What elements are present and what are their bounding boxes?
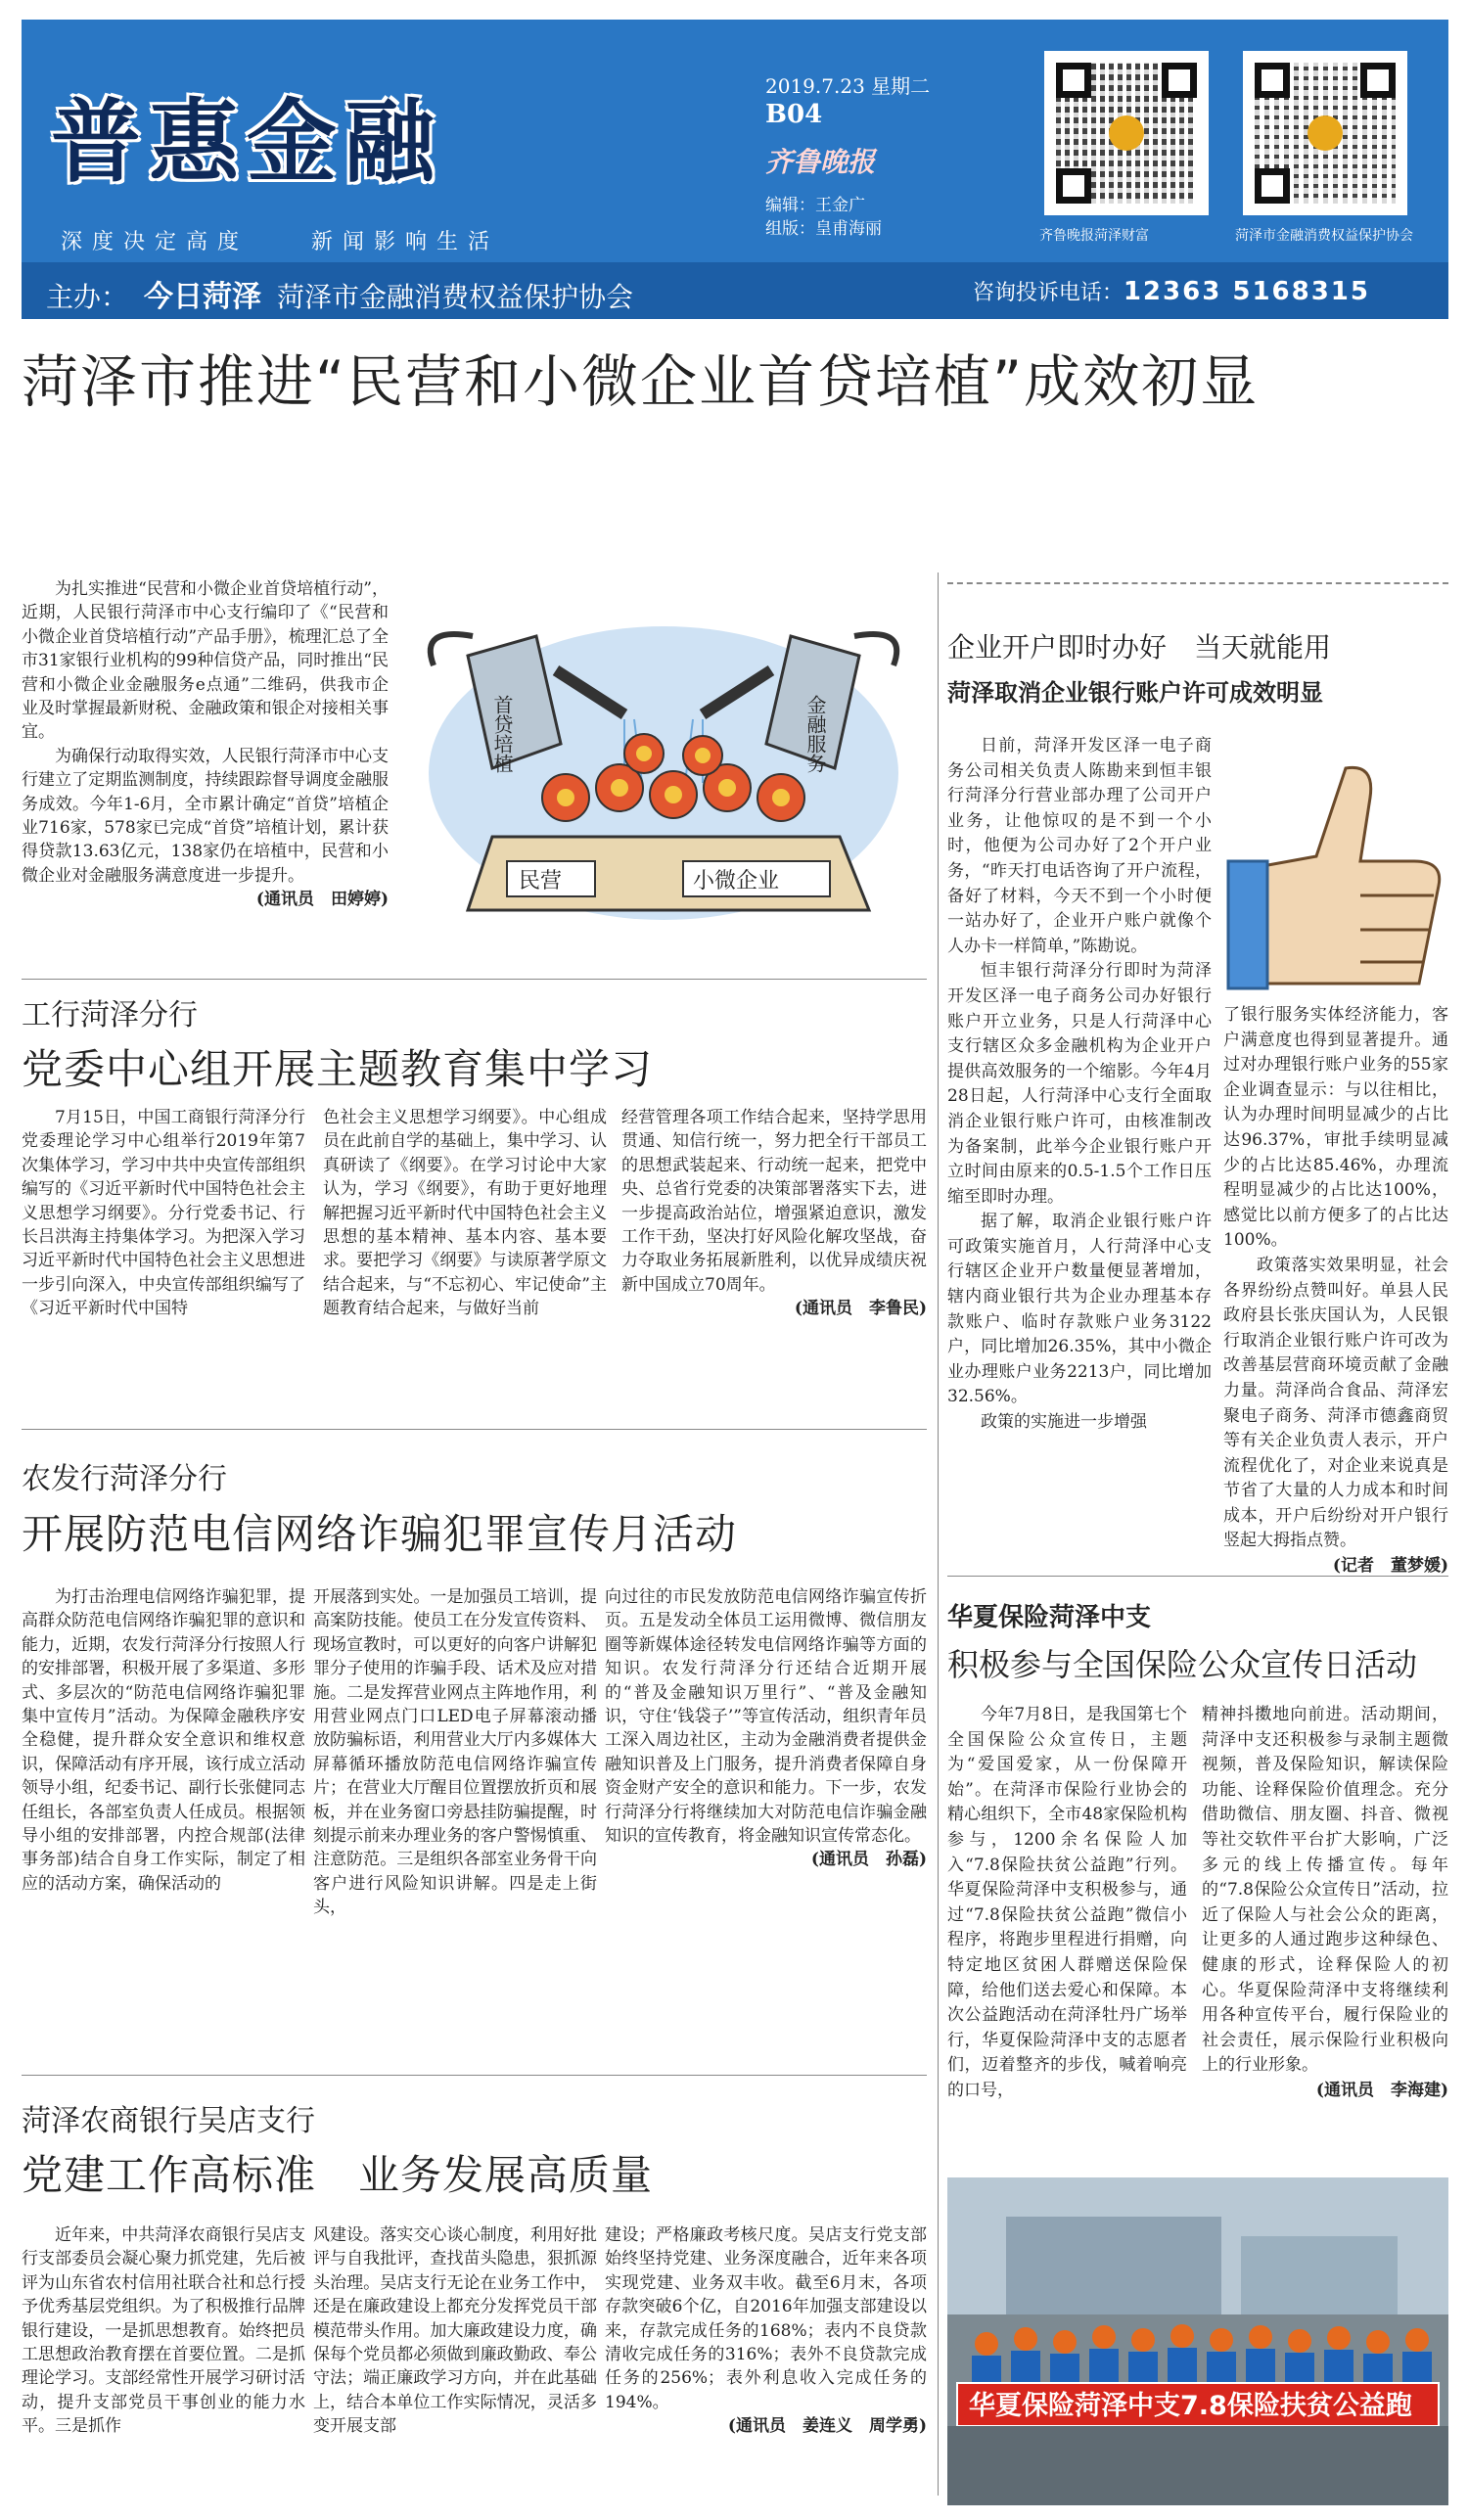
pot-label-private: 民营 — [519, 869, 563, 893]
rural-col-3: 建设；严格廉政考核尺度。吴店支行党支部始终坚持党建、业务深度融合，近年来各项实现党建、业务双丰收。截至6月末，各项存款突破6个亿，自2016年加强支部建设以来，存款完成任务的168%；表内不良贷款清收完成任务的316%；表外不良贷款完成任务的256%；表外利息收入完成任务的194%。 (通讯员 姜连义 周学勇) — [605, 2223, 927, 2507]
hotline-numbers: 12363 5168315 — [1123, 277, 1370, 306]
abc-col-3: 向过往的市民发放防范电信网络诈骗宣传折页。五是发动全体员工运用微博、微信朋友圈等新媒体途径转发电信网络诈骗等方面的知识。农发行菏泽分行还结合近期开展的“普及金融知识万里行”、“普及金融知识，守住‘钱袋子’”等宣传活动，组织青年员工深入周边社区，主动为金融消费者提供金融知识普及上门服务，提升消费者保障自身资金财产安全的意识和能力。下一步，农发行菏泽分行将继续加大对防范电信诈骗金融知识的宣传教育，将金融知识宣传常态化。 (通讯员 孙磊) — [605, 1585, 927, 2089]
qr-caption-1: 齐鲁晚报菏泽财富 — [1039, 228, 1149, 244]
lead-byline: (通讯员 田婷婷) — [255, 890, 389, 910]
rural-col-1: 近年来，中共菏泽农商银行吴店支行支部委员会凝心聚力抓党建，先后被评为山东省农村信用社联合社和总行授予优秀基层党组织。为了积极推行品牌银行建设，一是抓思想教育。始终把员工思想政治教育摆在首要位置。二是抓理论学习。支部经常性开展学习研讨活动，提升支部党员干事创业的能力水平。三是抓作 — [22, 2225, 305, 2437]
masthead-title: 普惠金融 — [51, 90, 443, 195]
rural-kicker: 菏泽农商银行吴店支行 — [22, 2104, 315, 2138]
qr-code-1 — [1044, 51, 1209, 215]
host-name: 今日菏泽 — [144, 280, 262, 314]
hotline-label: 咨询投诉电话： — [972, 281, 1124, 305]
can-label-right: 金融服务 — [803, 695, 827, 773]
host-prefix: 主办： — [46, 281, 129, 313]
icbc-byline: (通讯员 李鲁民) — [794, 1299, 927, 1319]
lead-headline: 菏泽市推进“民营和小微企业首贷培植”成效初显 — [22, 348, 1260, 415]
qr-logo-icon — [1307, 115, 1343, 151]
icbc-col-1: 7月15日，中国工商银行菏泽分行党委理论学习中心组举行2019年第7次集体学习，学习中共中央宣传部组织编写的《习近平新时代中国特色社会主义思想学习纲要》。分行党委书记、行长吕洪海主持集体学习。为把深入学习习近平新时代中国特色社会主义思想进一步引向深入，中央宣传部组织编写了《习近平新时代中国特 — [22, 1108, 305, 1319]
charity-run-photo — [947, 2177, 1448, 2505]
account-subhead: 企业开户即时办好 当天就能用 — [947, 631, 1332, 664]
account-col-right: 了银行服务实体经济能力，客户满意度也得到显著提升。通过对办理银行账户业务的55家企业调查显示：与以往相比，认为办理时间明显减少的占比达96.37%，审批手续明显减少的占比达85.46%，办理流程明显减少的占比达100%，感觉比以前方便多了的占比达100%。 政策落实效果明显，社会各界纷纷点赞叫好。单县人民政府县长张庆国认为，人民银行取消企业银行账户许可改为改善基层营商环境贡献了金融力量。菏泽尚合食品、菏泽宏聚电子商务、菏泽市德鑫商贸等有关企业负责人表示，开户流程优化了，对企业来说真是节省了大量的人力成本和时间成本，开户后纷纷对开户银行竖起大拇指点赞。 (记者 董梦媛) — [1223, 1003, 1448, 1566]
lead-body — [22, 577, 389, 964]
lead-paragraph: 为扎实推进“民营和小微企业首贷培植行动”，近期，人民银行菏泽市中心支行编印了《“民营和小微企业首贷培植行动”产品手册》，梳理汇总了全市31家银行业机构的99种信贷产品，同时推出“民营和小微企业金融服务e点通”二维码，供我市企业及时掌握最新财税、金融政策和银企对接相关事宜。 — [22, 579, 389, 743]
icbc-col-2: 色社会主义思想学习纲要》。中心组成员在此前自学的基础上，集中学习、认真研读了《纲要》。在学习讨论中大家认为，学习《纲要》，有助于更好地理解把握习近平新时代中国特色社会主义思想的基本精神、基本内容、基本要求。要把学习《纲要》与读原著学原文结合起来，与“不忘初心、牢记使命”主题教育结合起来，与做好当前 — [323, 1108, 607, 1319]
host-org: 菏泽市金融消费权益保护协会 — [277, 281, 634, 313]
insurance-kicker: 华夏保险菏泽中支 — [947, 1603, 1152, 1632]
rural-col-2: 风建设。落实交心谈心制度，利用好批评与自我批评，查找苗头隐患，狠抓源头治理。吴店支行无论在业务工作中，还是在廉政建设上都充分发挥党员干部模范带头作用。加大廉政建设力度，确保每个党员都必须做到廉政勤政、奉公守法；端正廉政学习方向，并在此基础上，结合本单位工作实际情况，灵活多变开展支部 — [313, 2225, 597, 2437]
insurance-col-1: 今年7月8日，是我国第七个全国保险公众宣传日，主题为“爱国爱家，从一份保障开始”。在菏泽市保险行业协会的精心组织下，全市48家保险机构参与，1200余名保险人加入“7.8保险扶贫公益跑”行列。华夏保险菏泽中支积极参与，通过“7.8保险扶贫公益跑”微信小程序，将跑步里程进行捐赠，向特定地区贫困人群赠送保险保障，给他们送去爱心和保障。本次公益跑活动在菏泽牡丹广场举行，华夏保险菏泽中支的志愿者们，迈着整齐的步伐，喊着响亮的口号， — [947, 1705, 1187, 2100]
editor-name: 编辑：王金广 — [765, 196, 865, 215]
icbc-headline: 党委中心组开展主题教育集中学习 — [22, 1045, 654, 1093]
rural-byline: (通讯员 姜连义 周学勇) — [727, 2416, 927, 2437]
photo-banner-text: 华夏保险菏泽中支7.8保险扶贫公益跑 — [969, 2391, 1412, 2421]
insurance-col-2: 精神抖擞地向前进。活动期间，菏泽中支还积极参与录制主题微视频，普及保险知识，解读保险功能、诠释保险价值理念。充分借助微信、朋友圈、抖音、微视等社交软件平台扩大影响，广泛多元的线上传播宣传。每年的“7.8保险公众宣传日”活动，拉近了保险人与社会公众的距离，让更多的人通过跑步这种绿色、健康的形式，诠释保险人的初心。华夏保险菏泽中支将继续利用各种宣传平台，履行保险业的社会责任，展示保险行业积极向上的行业形象。 (通讯员 李海建) — [1202, 1703, 1448, 2163]
insurance-headline: 积极参与全国保险公众宣传日活动 — [947, 1646, 1418, 1683]
account-headline: 菏泽取消企业银行账户许可成效明显 — [947, 679, 1323, 707]
lead-paragraph: 为确保行动取得实效，人民银行菏泽市中心支行建立了定期监测制度，持续跟踪督导调度金融服务成效。今年1-6月，全市累计确定“首贷”培植企业716家，578家已完成“首贷”培植计划，累计获得贷款13.63亿元，138家仍在培植中，民营和小微企业对金融服务满意度进一步提升。 — [22, 746, 389, 886]
host-line — [46, 272, 633, 315]
abc-byline: (通讯员 孙磊) — [810, 1850, 927, 1870]
masthead-slogan: 深度决定高度 新闻影响生活 — [61, 230, 500, 254]
qr-logo-icon — [1109, 115, 1144, 151]
masthead — [22, 20, 1448, 319]
account-byline: (记者 董梦媛) — [1332, 1556, 1448, 1577]
qr-caption-2: 菏泽市金融消费权益保护协会 — [1235, 228, 1413, 244]
thumbs-up-icon — [1228, 767, 1440, 988]
pot-label-small: 小微企业 — [693, 869, 780, 893]
layout-name: 组版：皇甫海丽 — [765, 219, 882, 239]
abc-headline: 开展防范电信网络诈骗犯罪宣传月活动 — [22, 1510, 738, 1558]
thumbs-up-illustration — [1223, 729, 1448, 993]
icbc-col-3: 经营管理各项工作结合起来，坚持学思用贯通、知信行统一，努力把全行干部员工的思想武装起来、行动统一起来，把党中央、总省行党委的决策部署落实下去，进一步提高政治站位，增强紧迫意识，激发工作干劲，坚决打好风险化解攻坚战，奋力夺取业务拓展新胜利，以优异成绩庆祝新中国成立70周年。 (通讯员 李鲁民) — [621, 1106, 927, 1399]
abc-col-2: 开展落到实处。一是加强员工培训，提高案防技能。使员工在分发宣传资料、现场宣教时，可以更好的向客户讲解犯罪分子使用的诈骗手段、话术及应对措施。二是发挥营业网点主阵地作用，利用营业网点门口LED电子屏幕滚动播放防骗标语，利用营业大厅内多媒体大屏幕循环播放防范电信网络诈骗宣传片；在营业大厅醒目位置摆放折页和展板，并在业务窗口旁悬挂防骗提醒，时刻提示前来办理业务的客户警惕慎重、注意防范。三是组织各部室业务骨干向客户进行风险知识讲解。四是走上街头， — [313, 1587, 597, 1918]
paper-logo: 齐鲁晚报 — [765, 146, 876, 178]
host-strip — [22, 262, 1448, 319]
rural-headline: 党建工作高标准 业务发展高质量 — [22, 2151, 654, 2199]
seedling-illustration — [399, 577, 928, 944]
abc-kicker: 农发行菏泽分行 — [22, 1462, 227, 1496]
account-col-left: 日前，菏泽开发区泽一电子商务公司相关负责人陈勘来到恒丰银行菏泽分行营业部办理了公司开户业务，让他惊叹的是不到一个小时，他便为公司办好了2个开户业务，“昨天打电话咨询了开户流程，备好了材料，今天不到一个小时便一站办好了，企业开户账户就像个人办卡一样简单，”陈勘说。 恒丰银行菏泽分行即时为菏泽开发区泽一电子商务公司办好银行账户开立业务，只是人行菏泽中心支行辖区众多金融机构为企业开户提供高效服务的一个缩影。今年4月28日起，人行菏泽中心支行全面取消企业银行账户许可，由核准制改为备案制，此举今企业银行账户开立时间由原来的0.5-1.5个工作日压缩至即时办理。 据了解，取消企业银行账户许可政策实施首月，人行菏泽中心支行辖区企业开户数量便显著增加，辖内商业银行共为企业办理基本存款账户、临时存款账户业务3122户，同比增加26.35%，其中小微企业办理账户业务2213户，同比增加32.56%。 政策的实施进一步增强 — [947, 736, 1212, 1433]
qr-code-2 — [1243, 51, 1407, 215]
icbc-kicker: 工行菏泽分行 — [22, 998, 198, 1032]
insurance-byline: (通讯员 李海建) — [1315, 2080, 1448, 2100]
page-number: B04 — [765, 100, 823, 129]
editor-credits — [765, 194, 882, 241]
hotline — [973, 276, 1370, 306]
can-label-left: 首贷培植 — [490, 695, 514, 773]
abc-col-1: 为打击治理电信网络诈骗犯罪，提高群众防范电信网络诈骗犯罪的意识和能力，近期，农发行菏泽分行按照人行的安排部署，积极开展了多渠道、多形式、多层次的“防范电信网络诈骗犯罪集中宣传月”活动。为保障金融秩序安全稳健，提升群众安全意识和维权意识，保障活动有序开展，该行成立活动领导小组，纪委书记、副行长张健同志任组长，各部室负责人任成员。根据领导小组的安排部署，内控合规部(法律事务部)结合自身工作实际，制定了相应的活动方案，确保活动的 — [22, 1587, 305, 1894]
issue-date: 2019.7.23 星期二 — [765, 74, 931, 98]
